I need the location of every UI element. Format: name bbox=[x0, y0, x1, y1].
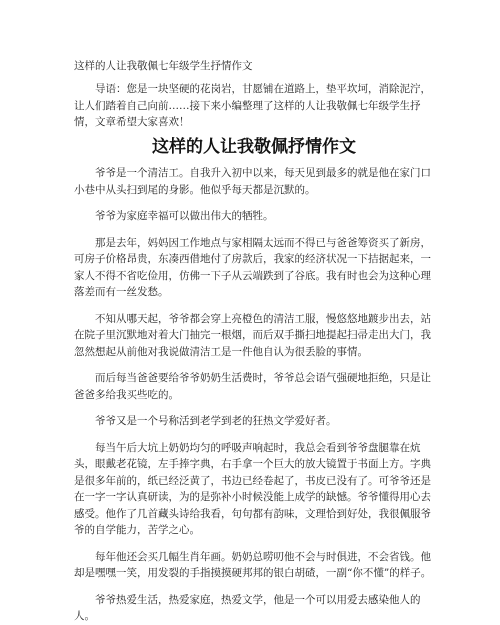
paragraph: 每年他还会买几幅生肖年画。奶奶总唠叨他不会与时俱进，不会省钱。他却是嘿嘿一笑，用发裂的手指摸摸硬邦邦的银白胡碴，一副“你不懂”的样子。 bbox=[74, 550, 432, 579]
paragraph: 那是去年，妈妈因工作地点与家相隔太远而不得已与爸爸筹资买了新房，可房子价格昂贵，东凑西借地付了房款后，我家的经济状况一下拮据起来，一家人不得不省吃俭用，仿佛一下子从云端跌到了谷底。我有时也会为这种心理落差而有一丝发愁。 bbox=[74, 236, 431, 298]
article-heading: 这样的人让我敬佩抒情作文 bbox=[152, 137, 356, 157]
paragraph: 爷爷是一个清洁工。自我升入初中以来，每天见到最多的就是他在家门口小巷中从头扫到尾的身影。他似乎每天都是沉默的。 bbox=[74, 167, 431, 196]
paragraph: 每当午后大坑上奶奶均匀的呼吸声响起时，我总会看到爷爷盘腿靠在炕头，眼戴老花镜，左手捧字典，右手拿一个巨大的放大镜置于书面上方。字典是很多年前的，纸已经泛黄了，书边已经卷起了，书皮已没有了。可爷爷还是在一字一字认真研读，为的是弥补小时候没能上成学的缺憾。爷爷懂得用心去感受。他作了几首藏头诗给我看，句句都有韵味，文理恰到好处，我很佩服爷爷的自学能力，苦学之心。 bbox=[74, 441, 431, 536]
paragraph: 爷爷热爱生活，热爱家庭，热爱文学，他是一个可以用爱去感染他人的人。 bbox=[74, 593, 421, 622]
intro-paragraph: 导语：您是一块坚硬的花岗岩，甘愿铺在道路上，垫平坎坷，消除泥泞，让人们踏着自己向前……接下来小编整理了这样的人让我敬佩七年级学生抒情，文章希望大家喜欢！ bbox=[74, 83, 431, 128]
paragraph: 爷爷又是一个号称活到老学到老的狂热文学爱好者。 bbox=[95, 415, 337, 427]
document-title: 这样的人让我敬佩七年级学生抒情作文 bbox=[74, 60, 253, 72]
article-body bbox=[74, 165, 434, 625]
paragraph: 而后每当爸爸要给爷爷奶奶生活费时，爷爷总会语气强硬地拒绝，只是让爸爸多给我买些吃的。 bbox=[74, 372, 431, 401]
paragraph: 爷爷为家庭幸福可以做出伟大的牺牲。 bbox=[95, 210, 274, 222]
paragraph: 不知从哪天起，爷爷都会穿上亮橙色的清洁工服，慢悠悠地踱步出去，站在院子里沉默地对着大门抽完一根烟，而后双手撕扫地提起扫帚走出大门，我忽然想起从前他对我说做清洁工是一件他自认为很丢脸的事情。 bbox=[74, 312, 431, 358]
